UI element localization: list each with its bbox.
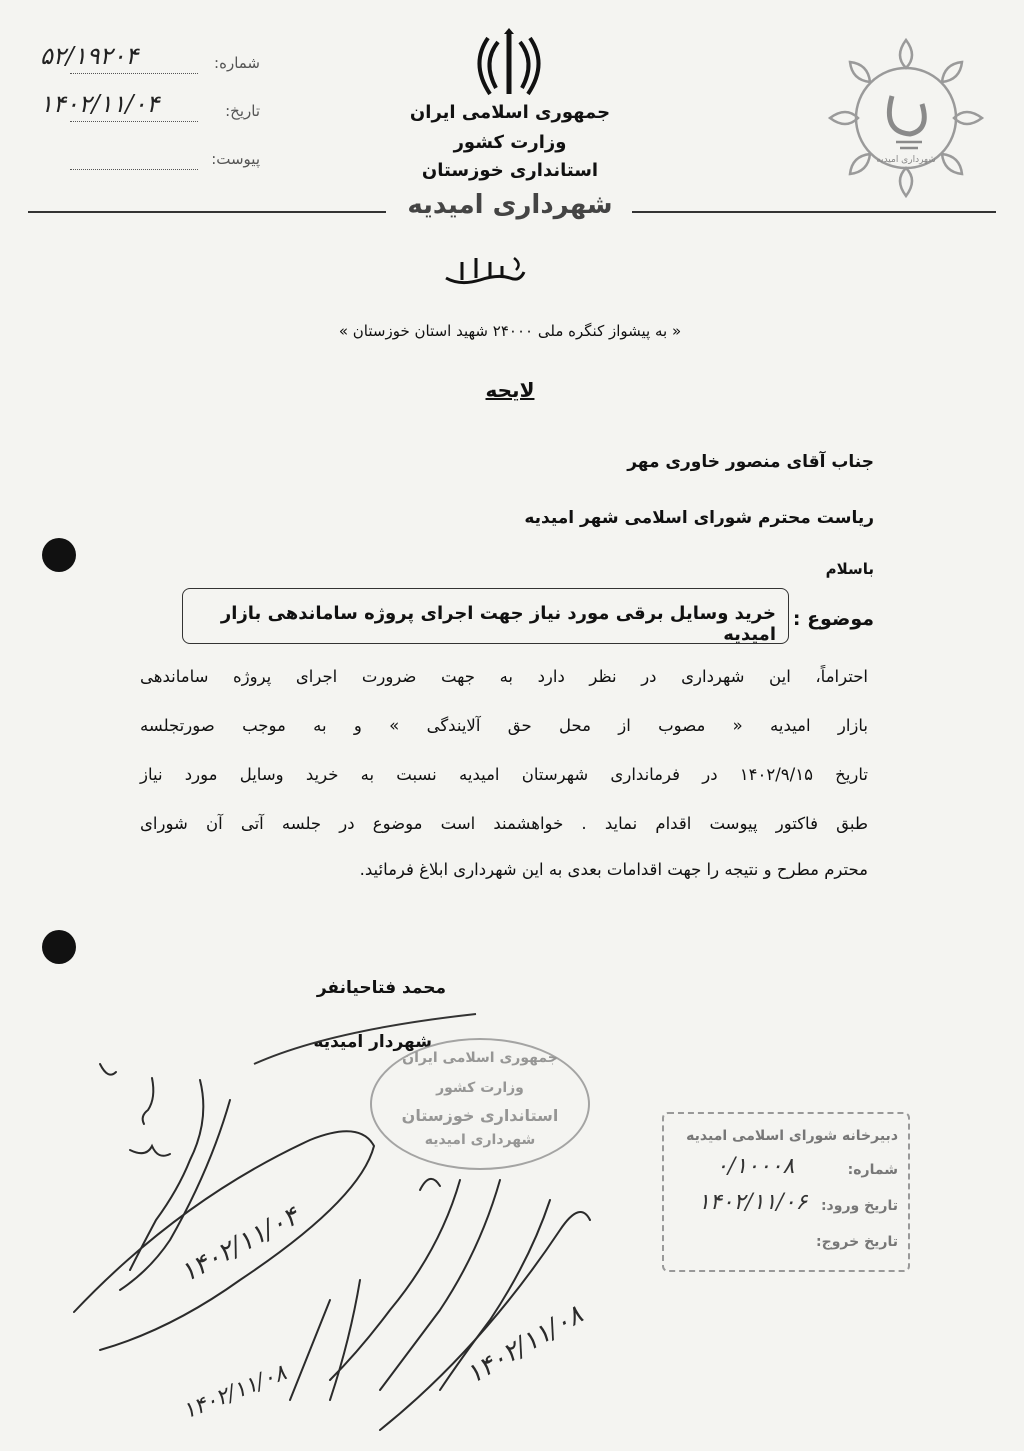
iran-emblem-icon bbox=[468, 28, 550, 98]
registry-entry-value: ۱۴۰۲/۱۱/۰۶ bbox=[698, 1190, 808, 1215]
divider-right bbox=[632, 211, 996, 213]
addressee-name: جناب آقای منصور خاوری مهر bbox=[627, 452, 874, 472]
registry-entry-label: تاریخ ورود: bbox=[820, 1198, 898, 1214]
handwritten-date-left: ۱۴۰۲/۱۱/۰۴ bbox=[175, 1201, 304, 1289]
number-label: شماره: bbox=[214, 54, 260, 72]
header-province: استانداری خوزستان bbox=[421, 160, 599, 181]
date-value: ۱۴۰۲/۱۱/۰۴ bbox=[40, 90, 160, 118]
subject-box bbox=[182, 588, 789, 644]
signatory-name: محمد فتاحیانفر bbox=[316, 978, 446, 998]
header-ministry: وزارت کشور bbox=[453, 132, 567, 153]
attachment-label: پیوست: bbox=[211, 150, 260, 168]
number-field bbox=[30, 42, 260, 80]
subtitle-slogan: « به پیشواز کنگره ملی ۲۴۰۰۰ شهید استان خوزستان » bbox=[338, 322, 682, 340]
subject-text: خرید وسایل برقی مورد نیاز جهت اجرای پروژه ساماندهی بازار امیدیه bbox=[220, 603, 776, 645]
punch-hole bbox=[42, 538, 76, 572]
municipality-title: شهرداری امیدیه bbox=[407, 190, 613, 220]
municipality-logo-icon bbox=[826, 34, 986, 200]
divider-left bbox=[28, 211, 386, 213]
header-country: جمهوری اسلامی ایران bbox=[409, 102, 611, 123]
number-value: ۵۲/۱۹۲۰۴ bbox=[40, 42, 139, 70]
body-line-1: احتراماً، این شهرداری در نظر دارد به جهت ضرورت اجرای پروژه ساماندهی bbox=[140, 667, 868, 686]
date-label: تاریخ: bbox=[225, 102, 260, 120]
seal-line-4: شهرداری امیدیه bbox=[424, 1132, 536, 1148]
punch-hole bbox=[42, 930, 76, 964]
body-line-5: محترم مطرح و نتیجه را جهت اقدامات بعدی به این شهرداری ابلاغ فرمائید. bbox=[359, 860, 868, 879]
handwritten-notes-icon bbox=[60, 1050, 620, 1440]
seal-line-1: جمهوری اسلامی ایران bbox=[402, 1050, 558, 1066]
registry-number-value: ۰/۱۰۰۰۸ bbox=[716, 1154, 795, 1179]
date-field bbox=[30, 90, 260, 128]
greeting: باسلام bbox=[825, 560, 874, 578]
body-line-3: تاریخ ۱۴۰۲/۹/۱۵ در فرمانداری شهرستان امیدیه نسبت به خرید وسایل مورد نیاز bbox=[140, 765, 869, 784]
body-line-2: بازار امیدیه « مصوب از محل حق آلایندگی » و به موجب صورتجلسه bbox=[140, 716, 868, 735]
registry-title: دبیرخانه شورای اسلامی امیدیه bbox=[686, 1128, 898, 1144]
registry-stamp bbox=[662, 1112, 910, 1272]
bismillah-calligraphy-icon bbox=[440, 252, 530, 292]
body-line-4: طبق فاکتور پیوست اقدام نماید . خواهشمند است موضوع در جلسه آتی آن شورای bbox=[140, 814, 868, 833]
document-title: لایحه bbox=[485, 378, 535, 402]
addressee-position: ریاست محترم شورای اسلامی شهر امیدیه bbox=[524, 508, 874, 528]
seal-line-3: استانداری خوزستان bbox=[401, 1106, 559, 1125]
logo-caption: شهرداری امیدیه bbox=[876, 155, 936, 165]
signatory-title: شهردار امیدیه bbox=[313, 1032, 432, 1052]
subject-label: موضوع : bbox=[792, 608, 874, 630]
handwritten-date-bottom: ۱۴۰۲/۱۱/۰۸ bbox=[461, 1299, 589, 1391]
attachment-field bbox=[30, 144, 260, 176]
registry-exit-label: تاریخ خروج: bbox=[816, 1234, 898, 1250]
seal-line-2: وزارت کشور bbox=[436, 1080, 524, 1096]
registry-number-label: شماره: bbox=[847, 1162, 898, 1178]
handwritten-date-bottom-left: ۱۴۰۲/۱۱/۰۸ bbox=[179, 1360, 291, 1425]
